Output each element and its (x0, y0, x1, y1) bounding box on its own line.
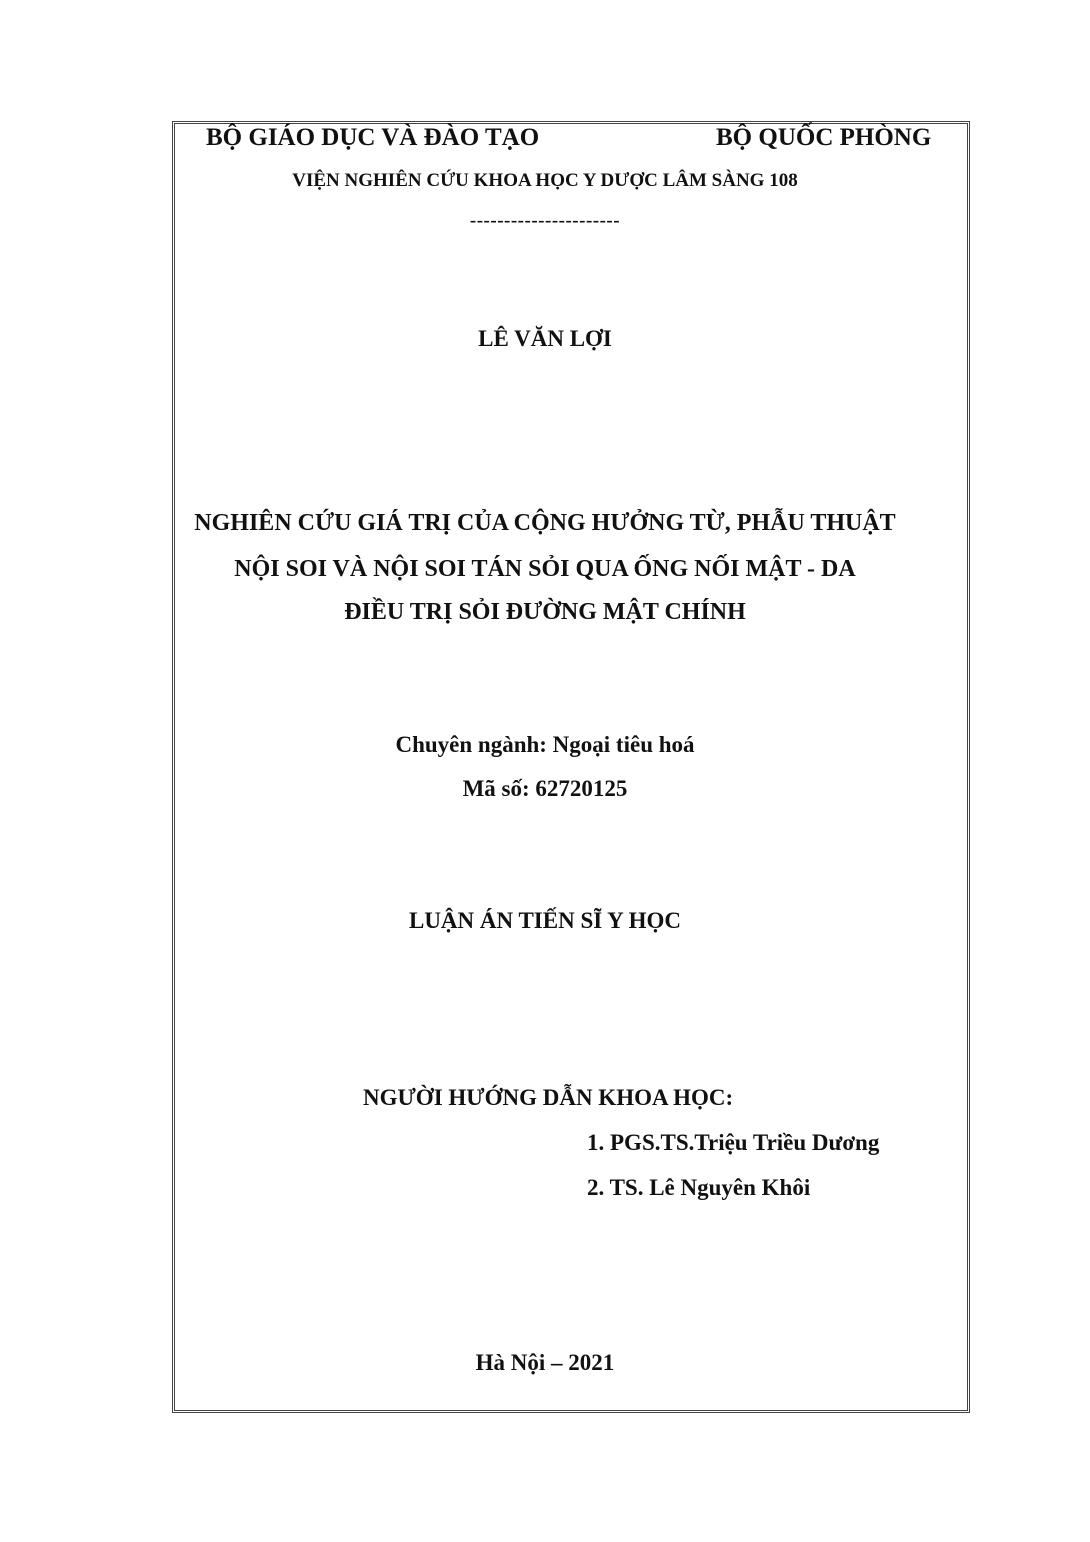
author-name: LÊ VĂN LỢI (478, 326, 612, 351)
supervisor-item: 1. PGS.TS.Triệu Triều Dương (587, 1130, 880, 1155)
page-border (172, 121, 970, 1413)
supervisors-heading: NGƯỜI HƯỚNG DẪN KHOA HỌC: (363, 1085, 734, 1110)
place-date: Hà Nội – 2021 (475, 1350, 615, 1375)
header-separator: ---------------------- (469, 210, 621, 231)
thesis-title-line-3: ĐIỀU TRỊ SỎI ĐƯỜNG MẬT CHÍNH (344, 599, 746, 625)
institute-name: VIỆN NGHIÊN CỨU KHOA HỌC Y DƯỢC LÂM SÀNG 108 (292, 170, 798, 191)
thesis-title-line-2: NỘI SOI VÀ NỘI SOI TÁN SỎI QUA ỐNG NỐI MẬT - DA (234, 556, 856, 582)
ministry-right: BỘ QUỐC PHÒNG (716, 124, 932, 151)
ministry-left: BỘ GIÁO DỤC VÀ ĐÀO TẠO (206, 124, 540, 151)
major: Chuyên ngành: Ngoại tiêu hoá (395, 732, 695, 757)
major-code: Mã số: 62720125 (462, 776, 628, 801)
degree: LUẬN ÁN TIẾN SĨ Y HỌC (408, 908, 681, 933)
supervisor-item: 2. TS. Lê Nguyên Khôi (587, 1175, 811, 1200)
thesis-title-line-1: NGHIÊN CỨU GIÁ TRỊ CỦA CỘNG HƯỞNG TỪ, PHẪU THUẬT (194, 510, 896, 536)
